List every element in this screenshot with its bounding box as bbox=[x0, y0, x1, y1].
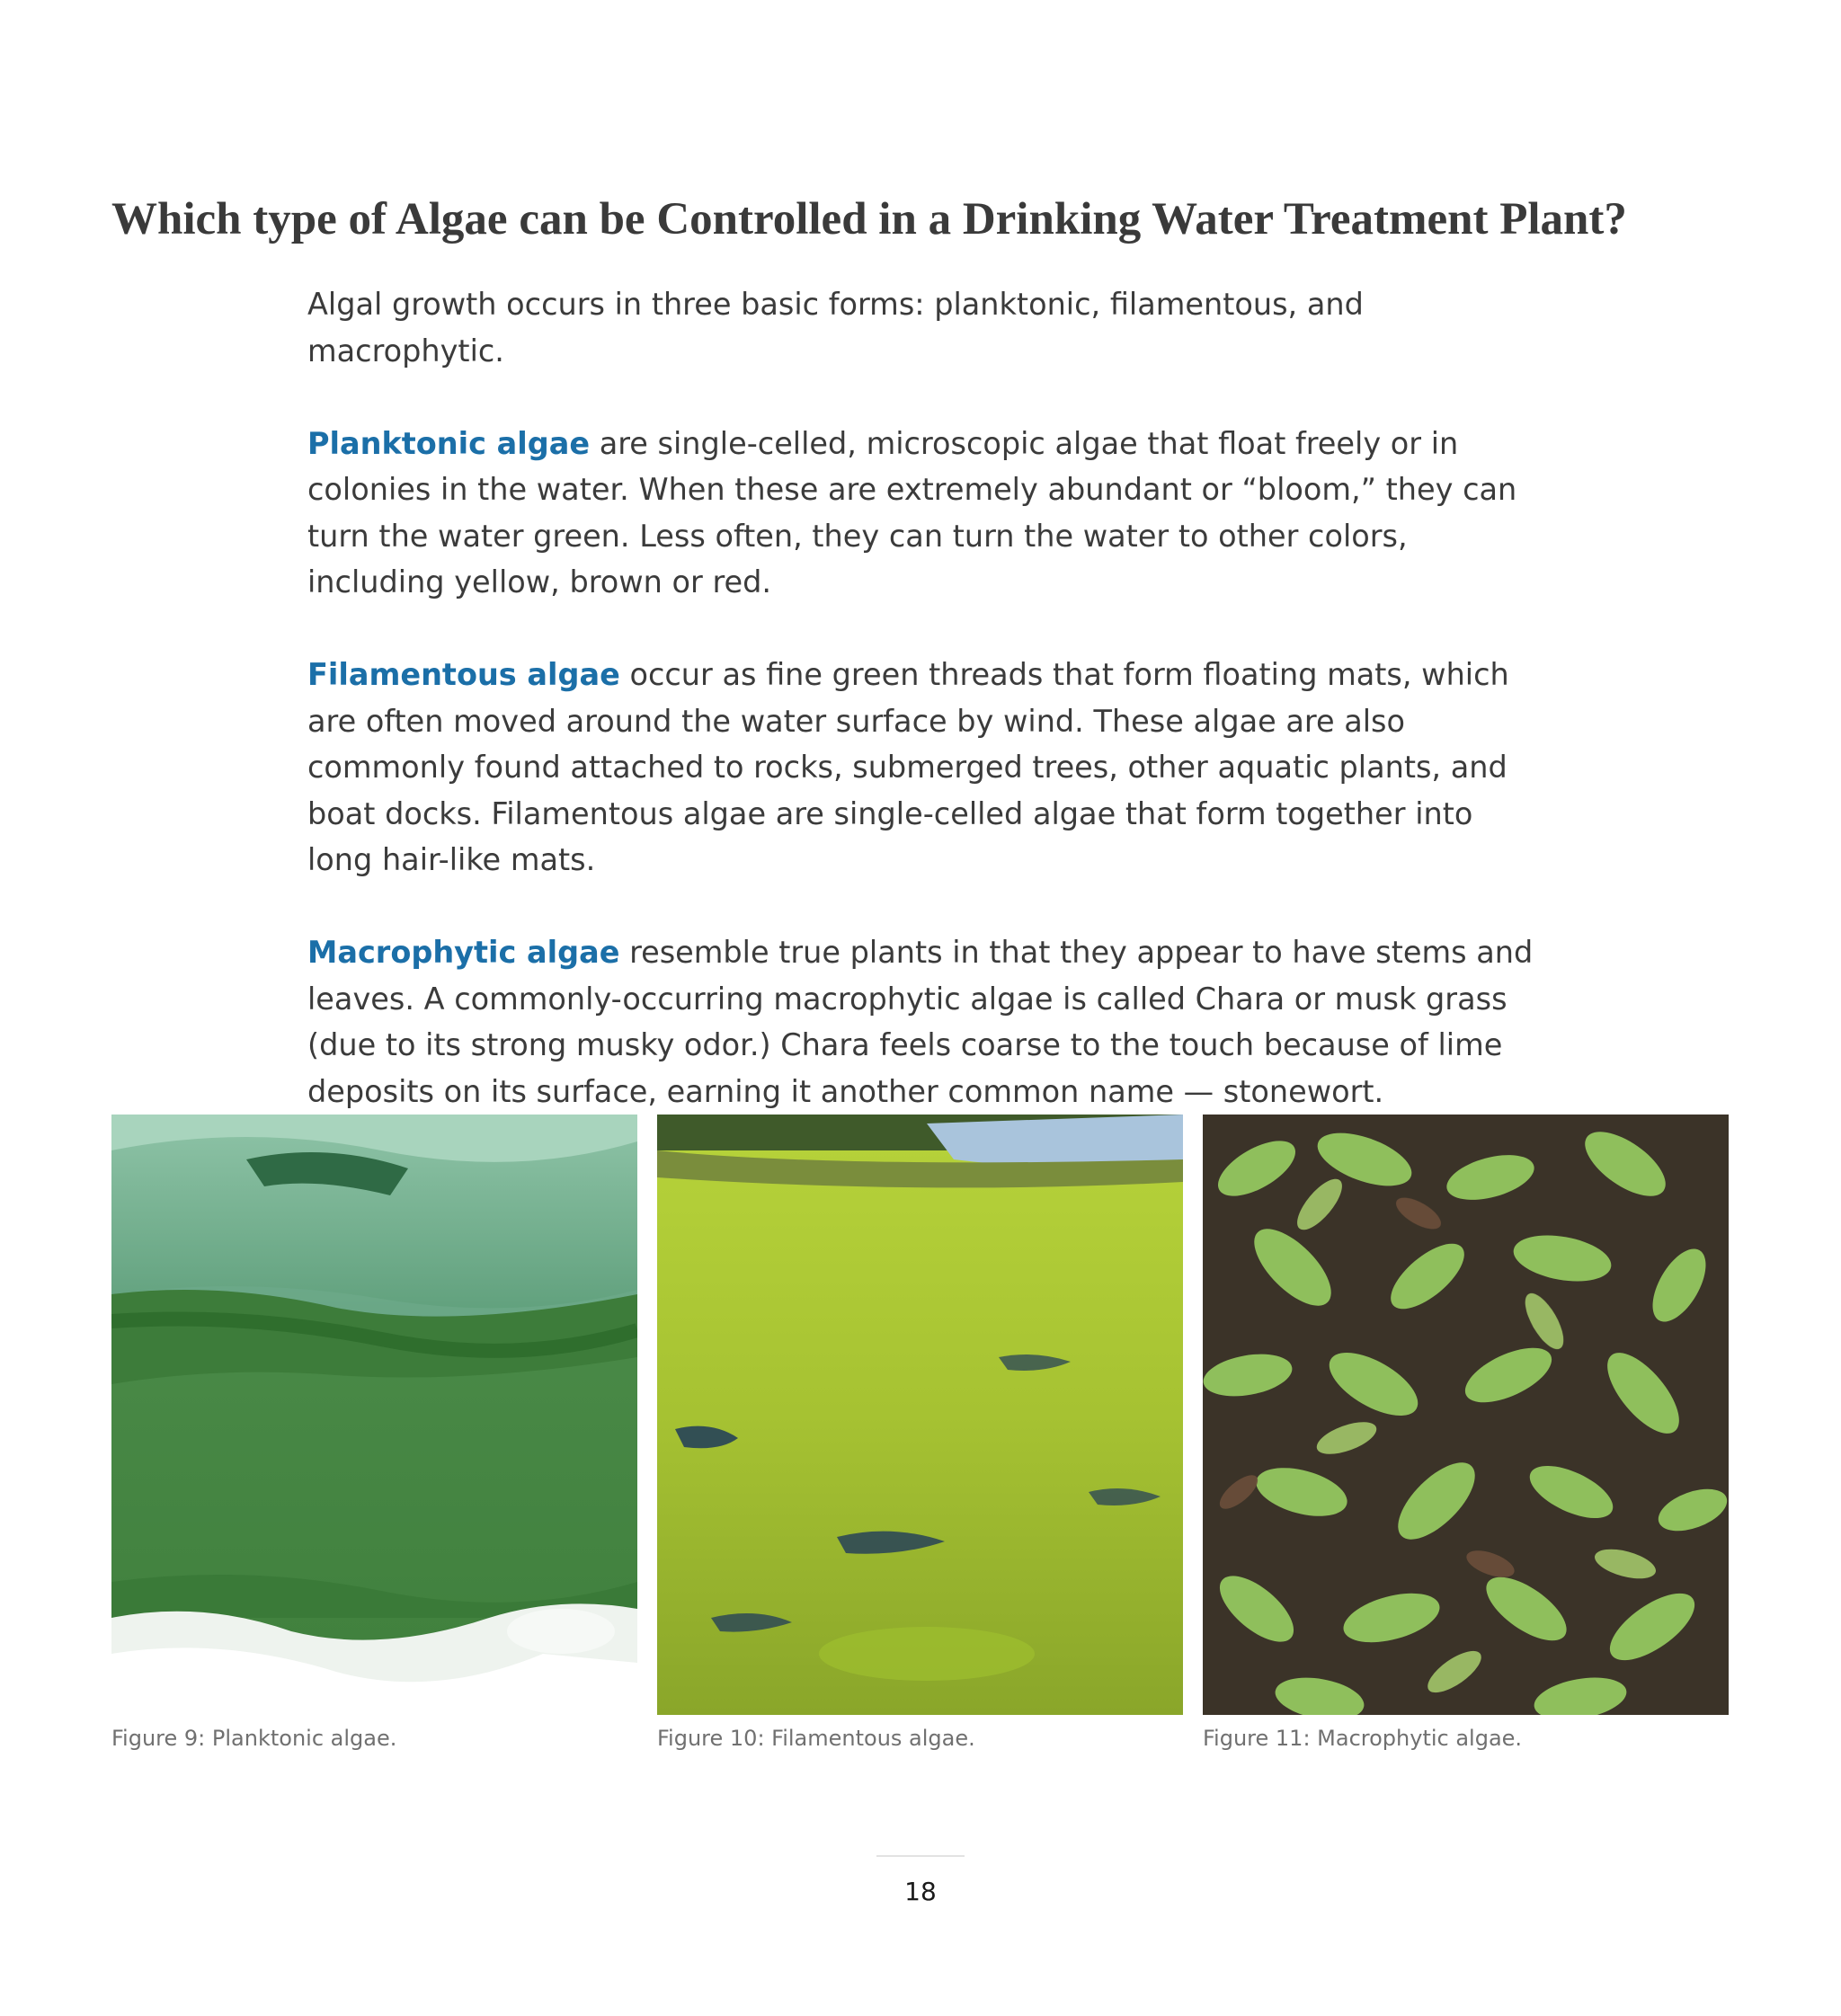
filamentous-term: Filamentous algae bbox=[307, 657, 620, 692]
figure-filamentous-algae-image bbox=[657, 1115, 1183, 1715]
page-title: Which type of Algae can be Controlled in a Drinking Water Treatment Plant? bbox=[111, 194, 1627, 244]
article-body bbox=[307, 281, 1539, 1161]
page-number: 18 bbox=[904, 1877, 937, 1906]
planktonic-text: are single-celled, microscopic algae that float freely or in colonies in the water. When these are extremely abundant or “bloom,” they can turn the water green. Less often, they can turn the water to other colors, including yellow, brown or red. bbox=[307, 425, 1517, 599]
planktonic-term: Planktonic algae bbox=[307, 425, 591, 461]
macrophytic-term: Macrophytic algae bbox=[307, 935, 620, 970]
figure-10-caption: Figure 10: Filamentous algae. bbox=[657, 1726, 975, 1751]
macrophytic-text: resemble true plants in that they appear to have stems and leaves. A commonly-occurring macrophytic algae is called Chara or musk grass (due to its strong musky odor.) Chara feels coarse to the touch because of lime deposits on its surface, earning it another common name — stonewort. bbox=[307, 935, 1534, 1109]
planktonic-paragraph bbox=[307, 421, 1539, 606]
page-number-divider bbox=[876, 1855, 965, 1857]
filamentous-paragraph bbox=[307, 652, 1539, 884]
macrophytic-paragraph bbox=[307, 929, 1539, 1115]
intro-paragraph: Algal growth occurs in three basic forms: planktonic, filamentous, and macrophytic. bbox=[307, 287, 1364, 369]
figure-planktonic-algae-image bbox=[111, 1115, 637, 1715]
figure-11-caption: Figure 11: Macrophytic algae. bbox=[1203, 1726, 1523, 1751]
filamentous-text: occur as fine green threads that form floating mats, which are often moved around the water surface by wind. These algae are also commonly found attached to rocks, submerged trees, other aquatic plants, and boat docks. Filamentous algae are single-celled algae that form together into long hair-like mats. bbox=[307, 657, 1509, 877]
figure-macrophytic-algae-image bbox=[1203, 1115, 1729, 1715]
figure-9-caption: Figure 9: Planktonic algae. bbox=[111, 1726, 397, 1751]
